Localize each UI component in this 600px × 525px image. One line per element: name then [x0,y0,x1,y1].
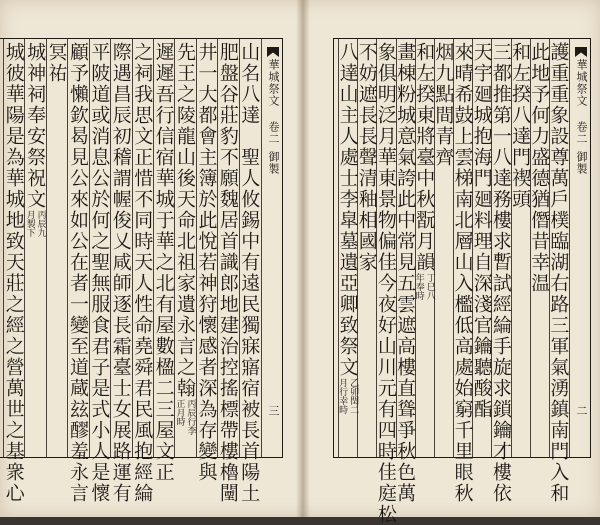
text-column [374,42,397,525]
interlinear-note [25,210,46,237]
note-text: 月製下 [24,210,35,237]
note-text: 丁巳八 [424,273,435,300]
note-text: 行李 [185,417,196,435]
column-text: 際遇昌辰初稽謂幄俊乂咸師逐長霜臺士女展路運有 [109,42,132,504]
text-column [472,42,491,460]
column-text: 城彼華陽是為華城地致天莊之經之營萬世之基衆心 [2,42,25,504]
column-text: 先王之陵龍山後天命北祖家遺永言之翰 [174,42,197,399]
text-column [174,42,195,460]
left-banxin-volume: 卷二 [267,121,280,145]
text-column [238,42,261,504]
left-page [0,0,298,517]
fish-tail-mark [267,47,279,57]
note-text: 乙卯閏二 [348,378,359,414]
text-column [357,42,376,460]
text-column [24,42,45,460]
column-text: 遲遲吾行信宿華城于華之北有屋數楹二三屋文正 [152,42,175,483]
interlinear-note [337,378,358,414]
fish-tail-mark [575,47,587,57]
text-column [547,42,570,504]
text-column [489,42,512,504]
note-text: 丙辰九 [35,210,46,237]
column-text: 畫棟粉城意氣誇此中常見五雲遮高樓直聳爭秋色萬 [394,42,417,504]
text-column [46,42,67,460]
left-banxin-page: 三 [267,405,280,417]
text-column [195,42,218,483]
column-text: 和左揆東將臺中秋翫月韻 [413,42,436,273]
column-text: 井一大都會主簿於此悅若神狩懷感者深為存變與 [195,42,218,483]
note-text: 正月 [174,399,185,417]
column-text: 山名八達 聖人攸錫中有遠民獨寐寤宿被長首陽土 [238,42,261,504]
column-text: 不妨遮長長聲清釉相國家 [355,42,378,273]
text-column [530,42,549,460]
column-text: 護重重象設尊萬戶樸臨湖右路三軍氣湧鎮南門入和 [547,42,570,504]
text-column [88,42,111,504]
left-ban-xin [262,39,282,457]
right-banxin-section: 御製 [575,151,588,175]
left-page-frame [0,38,283,504]
text-column [338,42,357,460]
interlinear-note [175,417,196,435]
column-text: 之祠我思文正惜不同時天人性命堯舜君民風抱經綸 [131,42,154,504]
column-text: 天宇廻城抱海門廻料理自深淺官鑰聽酸酯 [470,42,493,420]
text-column [216,42,239,504]
column-text: 此地予何力盛德猶僭昔幸温 [528,42,551,294]
column-text: 象俱明泛月華東景物偏佳今夜好山川元有四時佳庭松 [374,42,397,525]
column-text: 來晴希鼓上雲梯南北層山入檻低高處始窮千里眼秋 [451,42,474,504]
column-text: 顧予懶欽曷見公來如公在者一變至道蔵玆醪羞永言 [66,42,89,504]
right-page-frame [333,38,591,525]
column-text: 烟九點間青齊 [432,42,455,168]
text-column [451,42,474,504]
note-text: 年奉時 [413,273,424,300]
text-column [394,42,417,504]
text-column [434,42,453,460]
interlinear-note [175,399,196,417]
column-text: 三都推第一八達務樓求暫試經綸手旋求鎖鑰才樓依 [489,42,512,504]
text-column [66,42,89,504]
column-text: 城神祠奉安祭祝文 [24,42,47,210]
column-text: 八達山主人處士李皐墓遺亞卿致祭文 [336,42,359,378]
text-column [511,42,530,460]
text-column [152,42,175,483]
column-text: 肥盤谷莊豹不願魏居首識郎地建治控搖標帶樓櫓闉 [216,42,239,504]
text-column [109,42,132,504]
text-column [415,42,434,460]
text-column [2,42,25,504]
note-text: 丙辰 [185,399,196,417]
right-banxin-page: 二 [575,405,588,417]
right-banxin-volume: 卷二 [575,121,588,145]
right-page [306,0,600,525]
right-banxin-title: 華城祭文 [575,59,588,107]
left-banxin-section: 御製 [267,151,280,175]
left-banxin-title: 華城祭文 [267,59,280,107]
column-text: 平陂道或消息公於何之聖無服食君子是式小人是懷 [88,42,111,504]
right-ban-xin [570,39,590,457]
note-text: 月行幸時 [337,378,348,414]
note-text: 時 [174,417,185,426]
text-column [131,42,154,504]
column-text: 和左揆八達門禊頭 [509,42,532,210]
column-text: 冥祐 [45,42,68,84]
